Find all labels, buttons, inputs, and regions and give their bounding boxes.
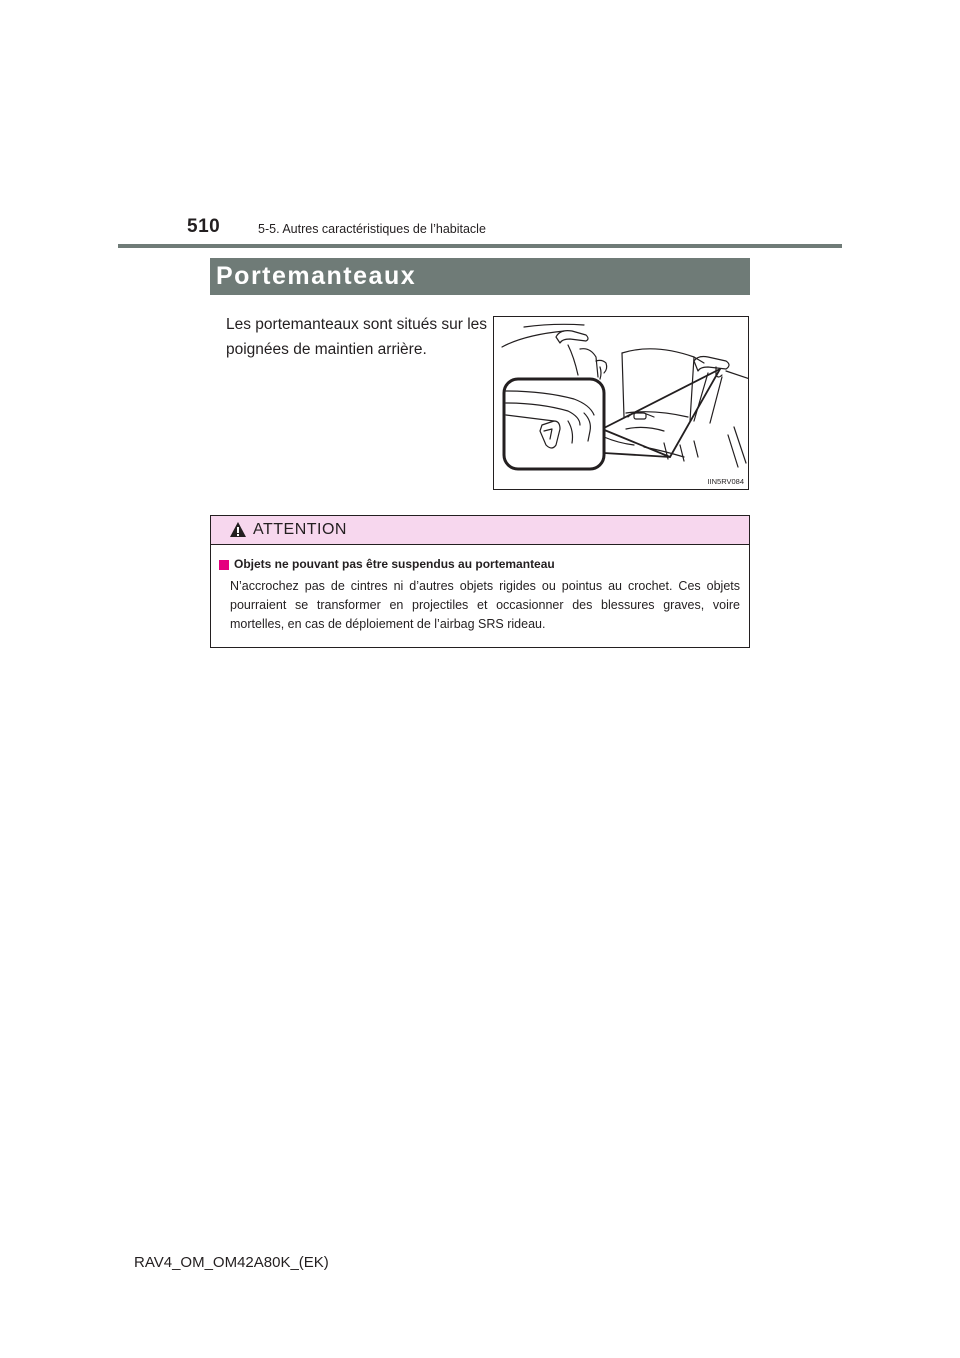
page-title: Portemanteaux	[216, 262, 417, 290]
warning-text: N’accrochez pas de cintres ni d’autres objets rigides ou pointus au crochet. Ces objets pourraient se transformer en projectiles et occasionner des blessures graves, voire mortelles, en cas de déploiement de l’airbag SRS rideau.	[230, 579, 740, 631]
warning-triangle-icon	[229, 521, 247, 538]
coat-hook-illustration	[493, 316, 749, 490]
intro-text: Les portemanteaux sont situés sur les poignées de maintien arrière.	[226, 316, 488, 358]
warning-header	[211, 516, 749, 545]
warning-box	[210, 515, 750, 648]
car-interior-drawing	[494, 317, 749, 490]
page-number: 510	[187, 216, 221, 237]
section-title: 5-5. Autres caractéristiques de l’habitacle	[258, 222, 486, 236]
warning-heading: Objets ne pouvant pas être suspendus au portemanteau	[234, 557, 555, 571]
warning-label: ATTENTION	[253, 521, 347, 538]
title-bar	[210, 258, 750, 295]
bullet-square-icon	[219, 560, 229, 570]
footer-doc-code: RAV4_OM_OM42A80K_(EK)	[134, 1254, 329, 1271]
figure-id: IIN5RV084	[707, 477, 744, 486]
header-rule	[118, 244, 842, 248]
